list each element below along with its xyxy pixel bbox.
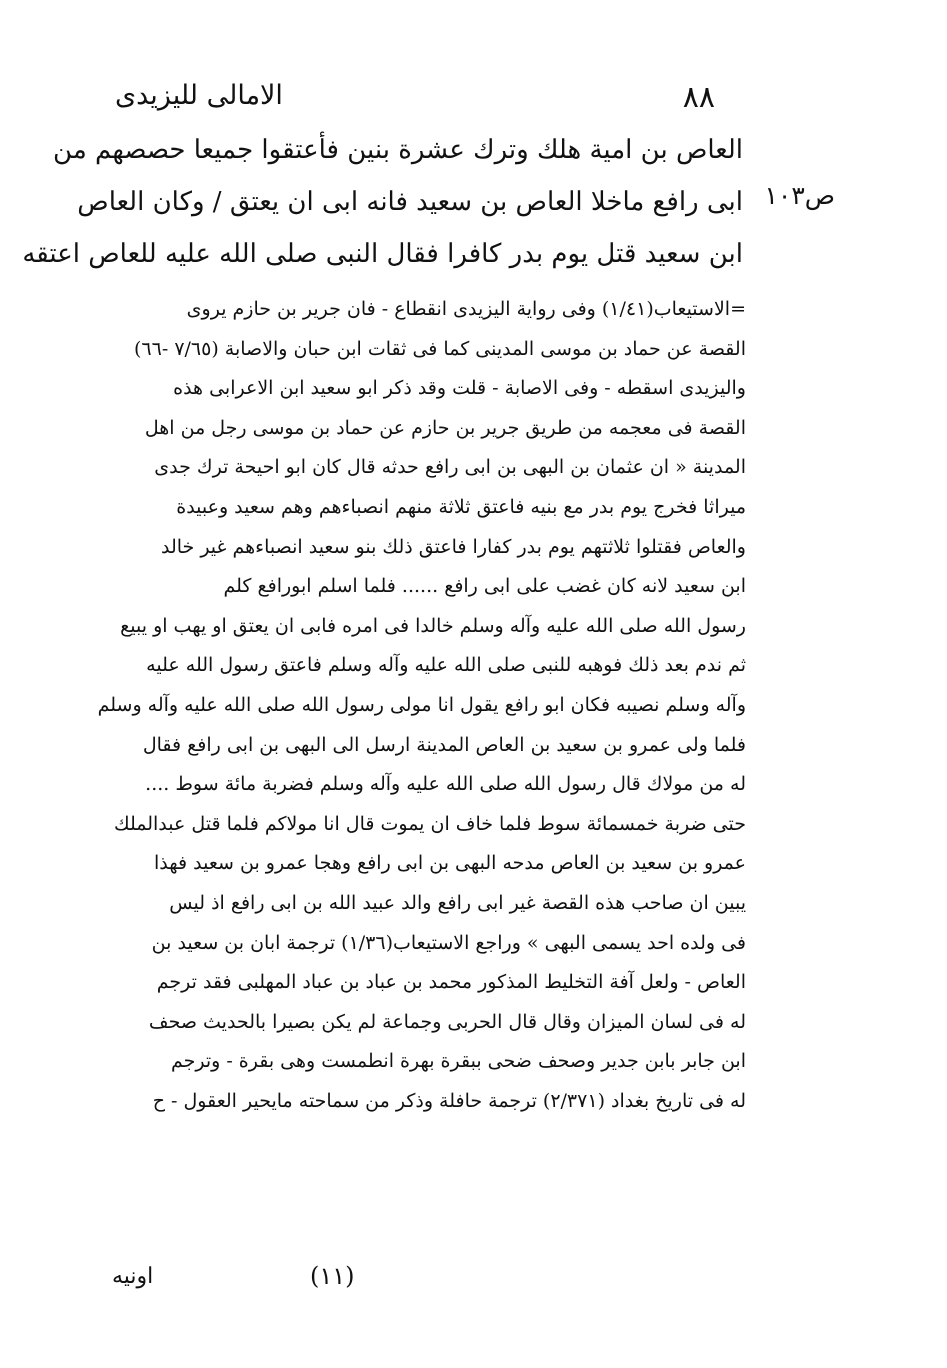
footnote-line: له فى لسان الميزان وقال قال الحربى وجماعة لم يكن بصيرا بالحديث صحف <box>148 1010 746 1033</box>
footnote-line: المدينة « ان عثمان بن البهى بن ابى رافع حدثه قال كان ابو احيحة ترك جدى <box>154 456 746 479</box>
footnote-line: رسول الله صلى الله عليه وآله وسلم خالدا فى امره فابى ان يعتق او يهب او يبيع <box>120 614 746 637</box>
footnotes <box>97 290 746 1121</box>
running-title: الامالى لليزيدى <box>115 80 283 111</box>
footnote-line: ميراثا فخرج يوم بدر مع بنيه فاعتق ثلاثة منهم انصباءهم وهم سعيد وعبيدة <box>176 495 746 518</box>
footnote-line: القصة فى معجمه من طريق جرير بن حازم عن حماد بن موسى رجل من اهل <box>144 416 746 439</box>
signature-mark: (١١) <box>310 1262 355 1290</box>
footnote-line: له فى تاريخ بغداد (٢/٣٧١) ترجمة حافلة وذكر من سماحته مايحير العقول - ح <box>152 1089 746 1112</box>
main-text-line: ابى رافع ماخلا العاص بن سعيد فانه ابى ان يعتق / وكان العاص <box>77 187 743 217</box>
catchword: اونيه <box>112 1264 154 1289</box>
main-text <box>22 124 743 280</box>
footnote-line: والعاص فقتلوا ثلاثتهم يوم بدر كفارا فاعتق ذلك بنو سعيد انصباءهم غير خالد <box>160 535 746 558</box>
footnote-line: ابن جابر بابن جدير وصحف ضحى ببقرة بهرة انطمست وهى بقرة - وترجم <box>170 1050 746 1073</box>
main-text-line: ابن سعيد قتل يوم بدر كافرا فقال النبى صلى الله عليه للعاص اعتقه <box>22 239 743 269</box>
margin-reference: ص١٠٣ <box>764 181 835 210</box>
main-text-line: العاص بن امية هلك وترك عشرة بنين فأعتقوا جميعا حصصهم من <box>53 135 743 165</box>
page-header <box>115 80 715 120</box>
footnote-line: ابن سعيد لانه كان غضب على ابى رافع ...... فلما اسلم ابورافع كلم <box>223 575 746 598</box>
footnote-line: واليزيدى اسقطه - وفى الاصابة - قلت وقد ذكر ابو سعيد ابن الاعرابى هذه <box>173 377 746 400</box>
footnote-line: عمرو بن سعيد بن العاص مدحه البهى بن ابى رافع وهجا عمرو بن سعيد فهذا <box>154 852 746 875</box>
footnote-line: له من مولاك قال رسول الله صلى الله عليه وآله وسلم فضربة مائة سوط .... <box>145 773 746 796</box>
footnote-line: ثم ندم بعد ذلك فوهبه للنبى صلى الله عليه وآله وسلم فاعتق رسول الله عليه <box>146 654 746 677</box>
footnote-line: =الاستيعاب(١/٤١) وفى رواية اليزيدى انقطاع - فان جرير بن حازم يروى <box>186 298 746 320</box>
page-footer <box>110 1258 470 1298</box>
footnote-line: القصة عن حماد بن موسى المدينى كما فى ثقات ابن حبان والاصابة (٧/٦٥ -٦٦) <box>134 337 746 360</box>
footnote-line: وآله وسلم نصيبه فكان ابو رافع يقول انا مولى رسول الله صلى الله عليه وآله وسلم <box>97 693 746 716</box>
footnote-line: العاص - ولعل آفة التخليط المذكور محمد بن عباد بن عباد المهلبى فقد ترجم <box>156 971 746 994</box>
footnote-line: حتى ضربة خمسمائة سوط فلما خاف ان يموت قال انا مولاكم فلما قتل عبدالملك <box>113 812 746 835</box>
page-number: ٨٨ <box>682 80 715 115</box>
footnote-line: فى ولده احد يسمى البهى » وراجع الاستيعاب(١/٣٦) ترجمة ابان بن سعيد بن <box>151 931 746 954</box>
footnote-line: يبين ان صاحب هذه القصة غير ابى رافع والد عبيد الله بن ابى رافع اذ ليس <box>169 891 746 914</box>
footnote-line: فلما ولى عمرو بن سعيد بن العاص المدينة ارسل الى البهى بن ابى رافع فقال <box>142 733 746 756</box>
